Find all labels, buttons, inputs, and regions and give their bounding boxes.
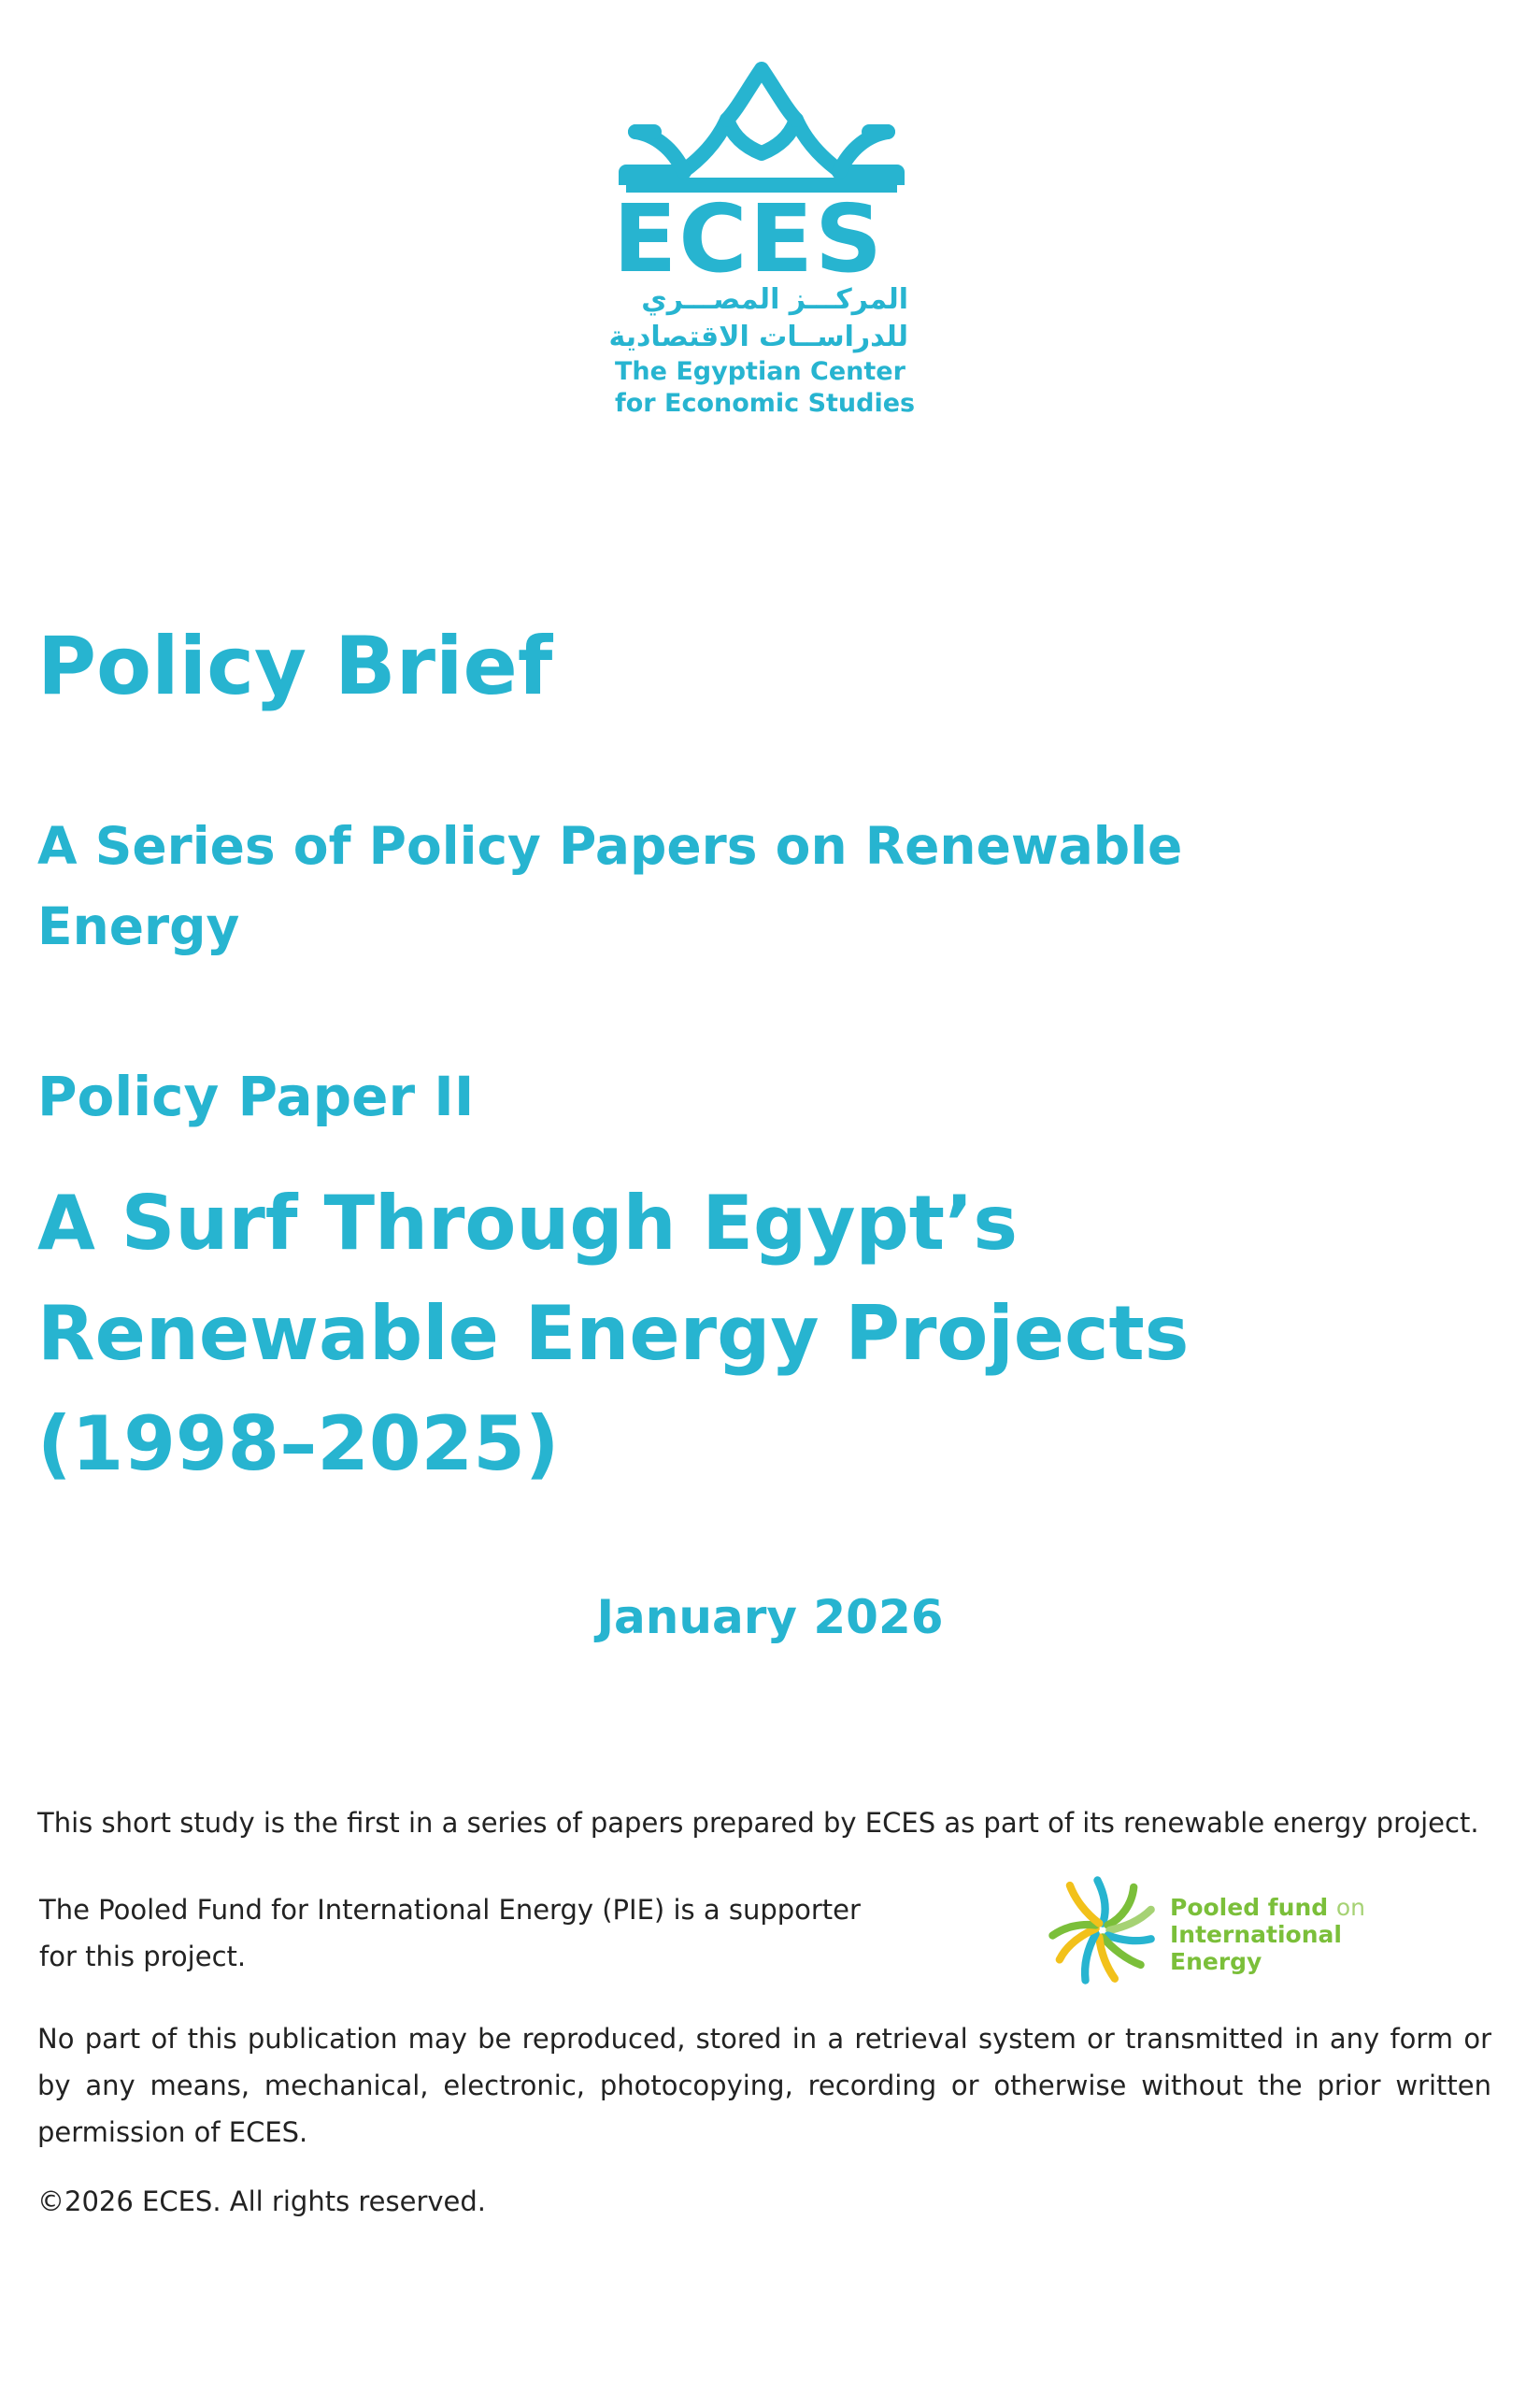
lotus-crown-icon — [617, 62, 906, 197]
copyright: ©2026 ECES. All rights reserved. — [37, 2185, 487, 2217]
supporter-note — [39, 1886, 936, 1980]
logo-english-line-1: The Egyptian Center — [615, 357, 905, 386]
series-title: A Series of Policy Papers on Renewable Energy — [37, 816, 1183, 956]
paper-title-line-1: A Surf Through Egypt’s — [37, 1180, 1018, 1267]
pie-word-international: International — [1170, 1921, 1342, 1948]
paper-title-line-2: Renewable Energy Projects — [37, 1290, 1190, 1377]
pie-word-on: on — [1335, 1894, 1366, 1921]
supporter-line-2: for this project. — [39, 1941, 247, 1972]
pie-word-pooled-fund: Pooled fund — [1170, 1894, 1329, 1921]
logo-arabic-line-1: المركـــز المصـــري — [641, 283, 908, 316]
series-note: This short study is the first in a series of papers prepared by ECES as part of its renewable energy project. — [37, 1807, 1479, 1839]
paper-title — [37, 1168, 1439, 1499]
eces-logo — [607, 62, 916, 426]
pie-logo-text — [1170, 1894, 1365, 1975]
document-type: Policy Brief — [37, 620, 553, 713]
pie-word-energy: Energy — [1170, 1948, 1262, 1975]
publication-date: January 2026 — [596, 1590, 944, 1644]
supporter-line-1: The Pooled Fund for International Energy (PIE) is a supporter — [39, 1894, 861, 1926]
logo-arabic-line-2: للدراســات الاقتصادية — [608, 321, 908, 353]
rights-statement: No part of this publication may be reproduced, stored in a retrieval system or transmitted in any form or by any means, mechanical, electronic, photocopying, recording or otherwise without the prior written permission of ECES. — [37, 2023, 1491, 2148]
logo-acronym: ECES — [613, 184, 885, 294]
logo-english-line-2: for Economic Studies — [615, 389, 916, 418]
paper-title-line-3: (1998–2025) — [37, 1400, 560, 1487]
sunburst-icon — [1047, 1870, 1159, 1991]
paper-number: Policy Paper II — [37, 1065, 475, 1128]
pie-logo — [1047, 1870, 1402, 1991]
